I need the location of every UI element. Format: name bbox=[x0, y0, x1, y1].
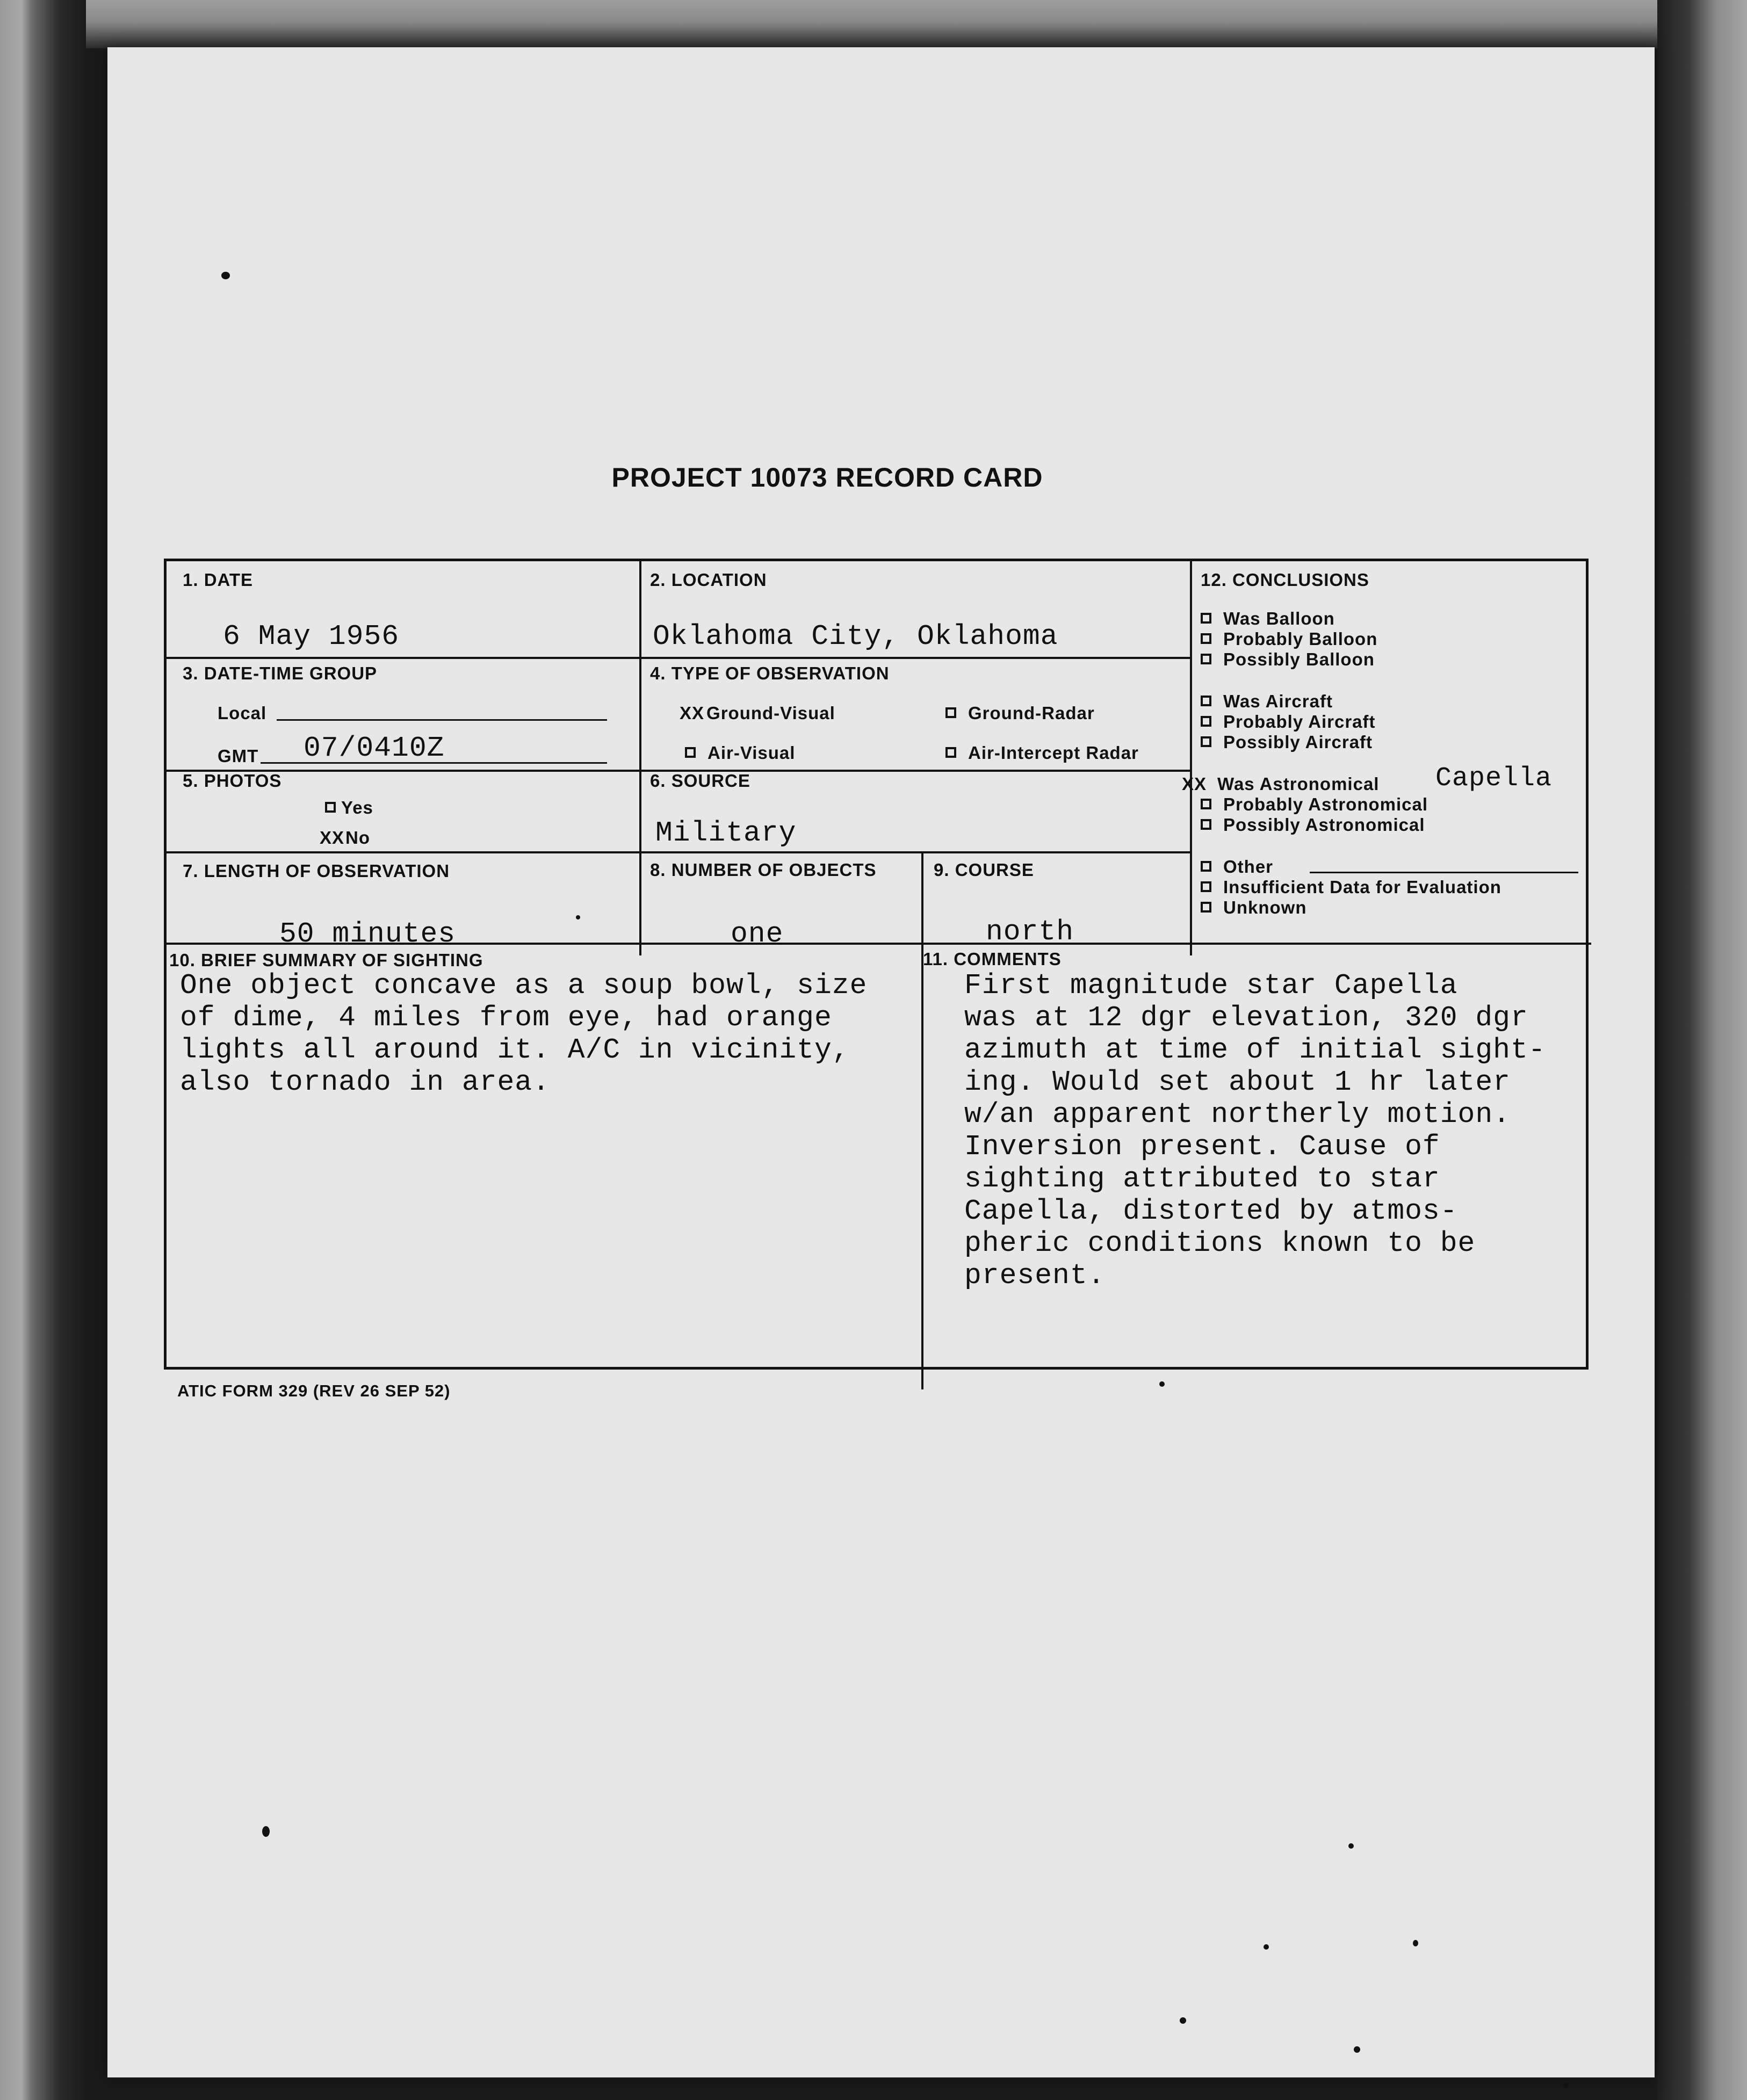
conclusion-was-astronomical: XX Was Astronomical bbox=[1182, 774, 1380, 794]
length-value: 50 minutes bbox=[279, 918, 456, 950]
checkbox-icon bbox=[1201, 799, 1211, 809]
scan-speck bbox=[1180, 2017, 1186, 2024]
other-line bbox=[1310, 872, 1578, 873]
date-value: 6 May 1956 bbox=[223, 620, 400, 653]
dtg-local-line bbox=[277, 719, 607, 721]
observation-air-visual: Air-Visual bbox=[685, 743, 795, 763]
checkbox-icon bbox=[1201, 633, 1211, 644]
checkbox-icon bbox=[1201, 881, 1211, 892]
summary-text: One object concave as a soup bowl, size of dime, 4 miles from eye, had orange lights all around it. A/C in vicinity, also tornado in area. bbox=[180, 969, 868, 1098]
checkbox-icon bbox=[1201, 902, 1211, 913]
comments-text: First magnitude star Capella was at 12 dgr elevation, 320 dgr azimuth at time of initial sight- ing. Would set about 1 hr later w/an apparent northerly motion. Inversion present. Cause of sighting attributed to star Capella, distorted by atmos- pheric conditions known to be present. bbox=[964, 969, 1546, 1292]
astronomical-note: Capella bbox=[1435, 763, 1553, 794]
checkbox-icon bbox=[1201, 613, 1211, 624]
conclusion-probably-astronomical: Probably Astronomical bbox=[1201, 794, 1428, 815]
source-label: 6. SOURCE bbox=[650, 771, 750, 791]
observation-ground-visual: XX Ground-Visual bbox=[680, 703, 835, 723]
scan-frame-top bbox=[0, 0, 1747, 48]
conclusion-probably-balloon: Probably Balloon bbox=[1201, 629, 1377, 649]
comments-label: 11. COMMENTS bbox=[923, 949, 1062, 969]
conclusion-probably-aircraft: Probably Aircraft bbox=[1201, 712, 1376, 732]
scan-speck bbox=[1159, 1381, 1165, 1387]
dtg-gmt-label: GMT bbox=[218, 746, 259, 766]
marked-x: XX bbox=[680, 703, 705, 723]
scan-speck bbox=[1354, 2046, 1360, 2053]
objects-label: 8. NUMBER OF OBJECTS bbox=[650, 860, 877, 880]
divider bbox=[921, 851, 923, 1389]
dtg-label: 3. DATE-TIME GROUP bbox=[183, 663, 378, 683]
checkbox-icon bbox=[685, 747, 696, 758]
conclusion-other: Other bbox=[1201, 857, 1273, 877]
conclusion-was-aircraft: Was Aircraft bbox=[1201, 691, 1333, 712]
conclusions-label: 12. CONCLUSIONS bbox=[1201, 570, 1369, 590]
card-title: PROJECT 10073 RECORD CARD bbox=[611, 462, 1043, 493]
checkbox-icon bbox=[1201, 654, 1211, 664]
source-value: Military bbox=[655, 817, 797, 849]
checkbox-icon bbox=[1201, 736, 1211, 747]
course-label: 9. COURSE bbox=[934, 860, 1034, 880]
marked-x: XX bbox=[320, 828, 345, 848]
photos-no: XXNo bbox=[320, 828, 371, 848]
divider bbox=[167, 851, 1190, 853]
divider bbox=[167, 657, 1190, 659]
length-label: 7. LENGTH OF OBSERVATION bbox=[183, 861, 450, 881]
observation-air-intercept-radar: Air-Intercept Radar bbox=[945, 743, 1139, 763]
record-card-form bbox=[164, 559, 1589, 1370]
conclusion-insufficient-data: Insufficient Data for Evaluation bbox=[1201, 877, 1501, 897]
observation-type-label: 4. TYPE OF OBSERVATION bbox=[650, 663, 890, 683]
observation-ground-radar: Ground-Radar bbox=[945, 703, 1095, 723]
date-label: 1. DATE bbox=[183, 570, 254, 590]
scan-speck bbox=[1563, 2083, 1569, 2088]
conclusion-unknown: Unknown bbox=[1201, 897, 1306, 918]
photos-yes: Yes bbox=[325, 798, 373, 818]
objects-value: one bbox=[731, 918, 784, 950]
dtg-local-label: Local bbox=[218, 703, 267, 723]
checkbox-icon bbox=[945, 707, 956, 718]
form-footer: ATIC FORM 329 (REV 26 SEP 52) bbox=[177, 1381, 451, 1400]
location-value: Oklahoma City, Oklahoma bbox=[653, 620, 1058, 653]
checkbox-icon bbox=[325, 802, 336, 813]
scan-speck bbox=[1413, 1940, 1418, 1946]
scan-frame-left bbox=[0, 0, 86, 2100]
summary-label: 10. BRIEF SUMMARY OF SIGHTING bbox=[169, 950, 483, 970]
scan-speck bbox=[221, 272, 230, 279]
scan-frame-right bbox=[1657, 0, 1747, 2100]
checkbox-icon bbox=[1201, 696, 1211, 706]
checkbox-icon bbox=[945, 747, 956, 758]
conclusion-possibly-astronomical: Possibly Astronomical bbox=[1201, 815, 1425, 835]
checkbox-icon bbox=[1201, 861, 1211, 872]
marked-x: XX bbox=[1182, 774, 1207, 794]
checkbox-icon bbox=[1201, 716, 1211, 727]
photos-label: 5. PHOTOS bbox=[183, 771, 282, 791]
divider bbox=[1190, 561, 1192, 955]
dtg-gmt-value: 07/0410Z bbox=[304, 732, 445, 764]
conclusion-was-balloon: Was Balloon bbox=[1201, 609, 1335, 629]
conclusion-possibly-aircraft: Possibly Aircraft bbox=[1201, 732, 1373, 752]
divider bbox=[639, 561, 641, 955]
scan-speck bbox=[1348, 1843, 1354, 1849]
conclusion-possibly-balloon: Possibly Balloon bbox=[1201, 649, 1375, 670]
location-label: 2. LOCATION bbox=[650, 570, 767, 590]
scan-speck bbox=[262, 1826, 270, 1837]
scan-speck bbox=[1264, 1944, 1269, 1950]
course-value: north bbox=[986, 916, 1074, 948]
checkbox-icon bbox=[1201, 819, 1211, 830]
